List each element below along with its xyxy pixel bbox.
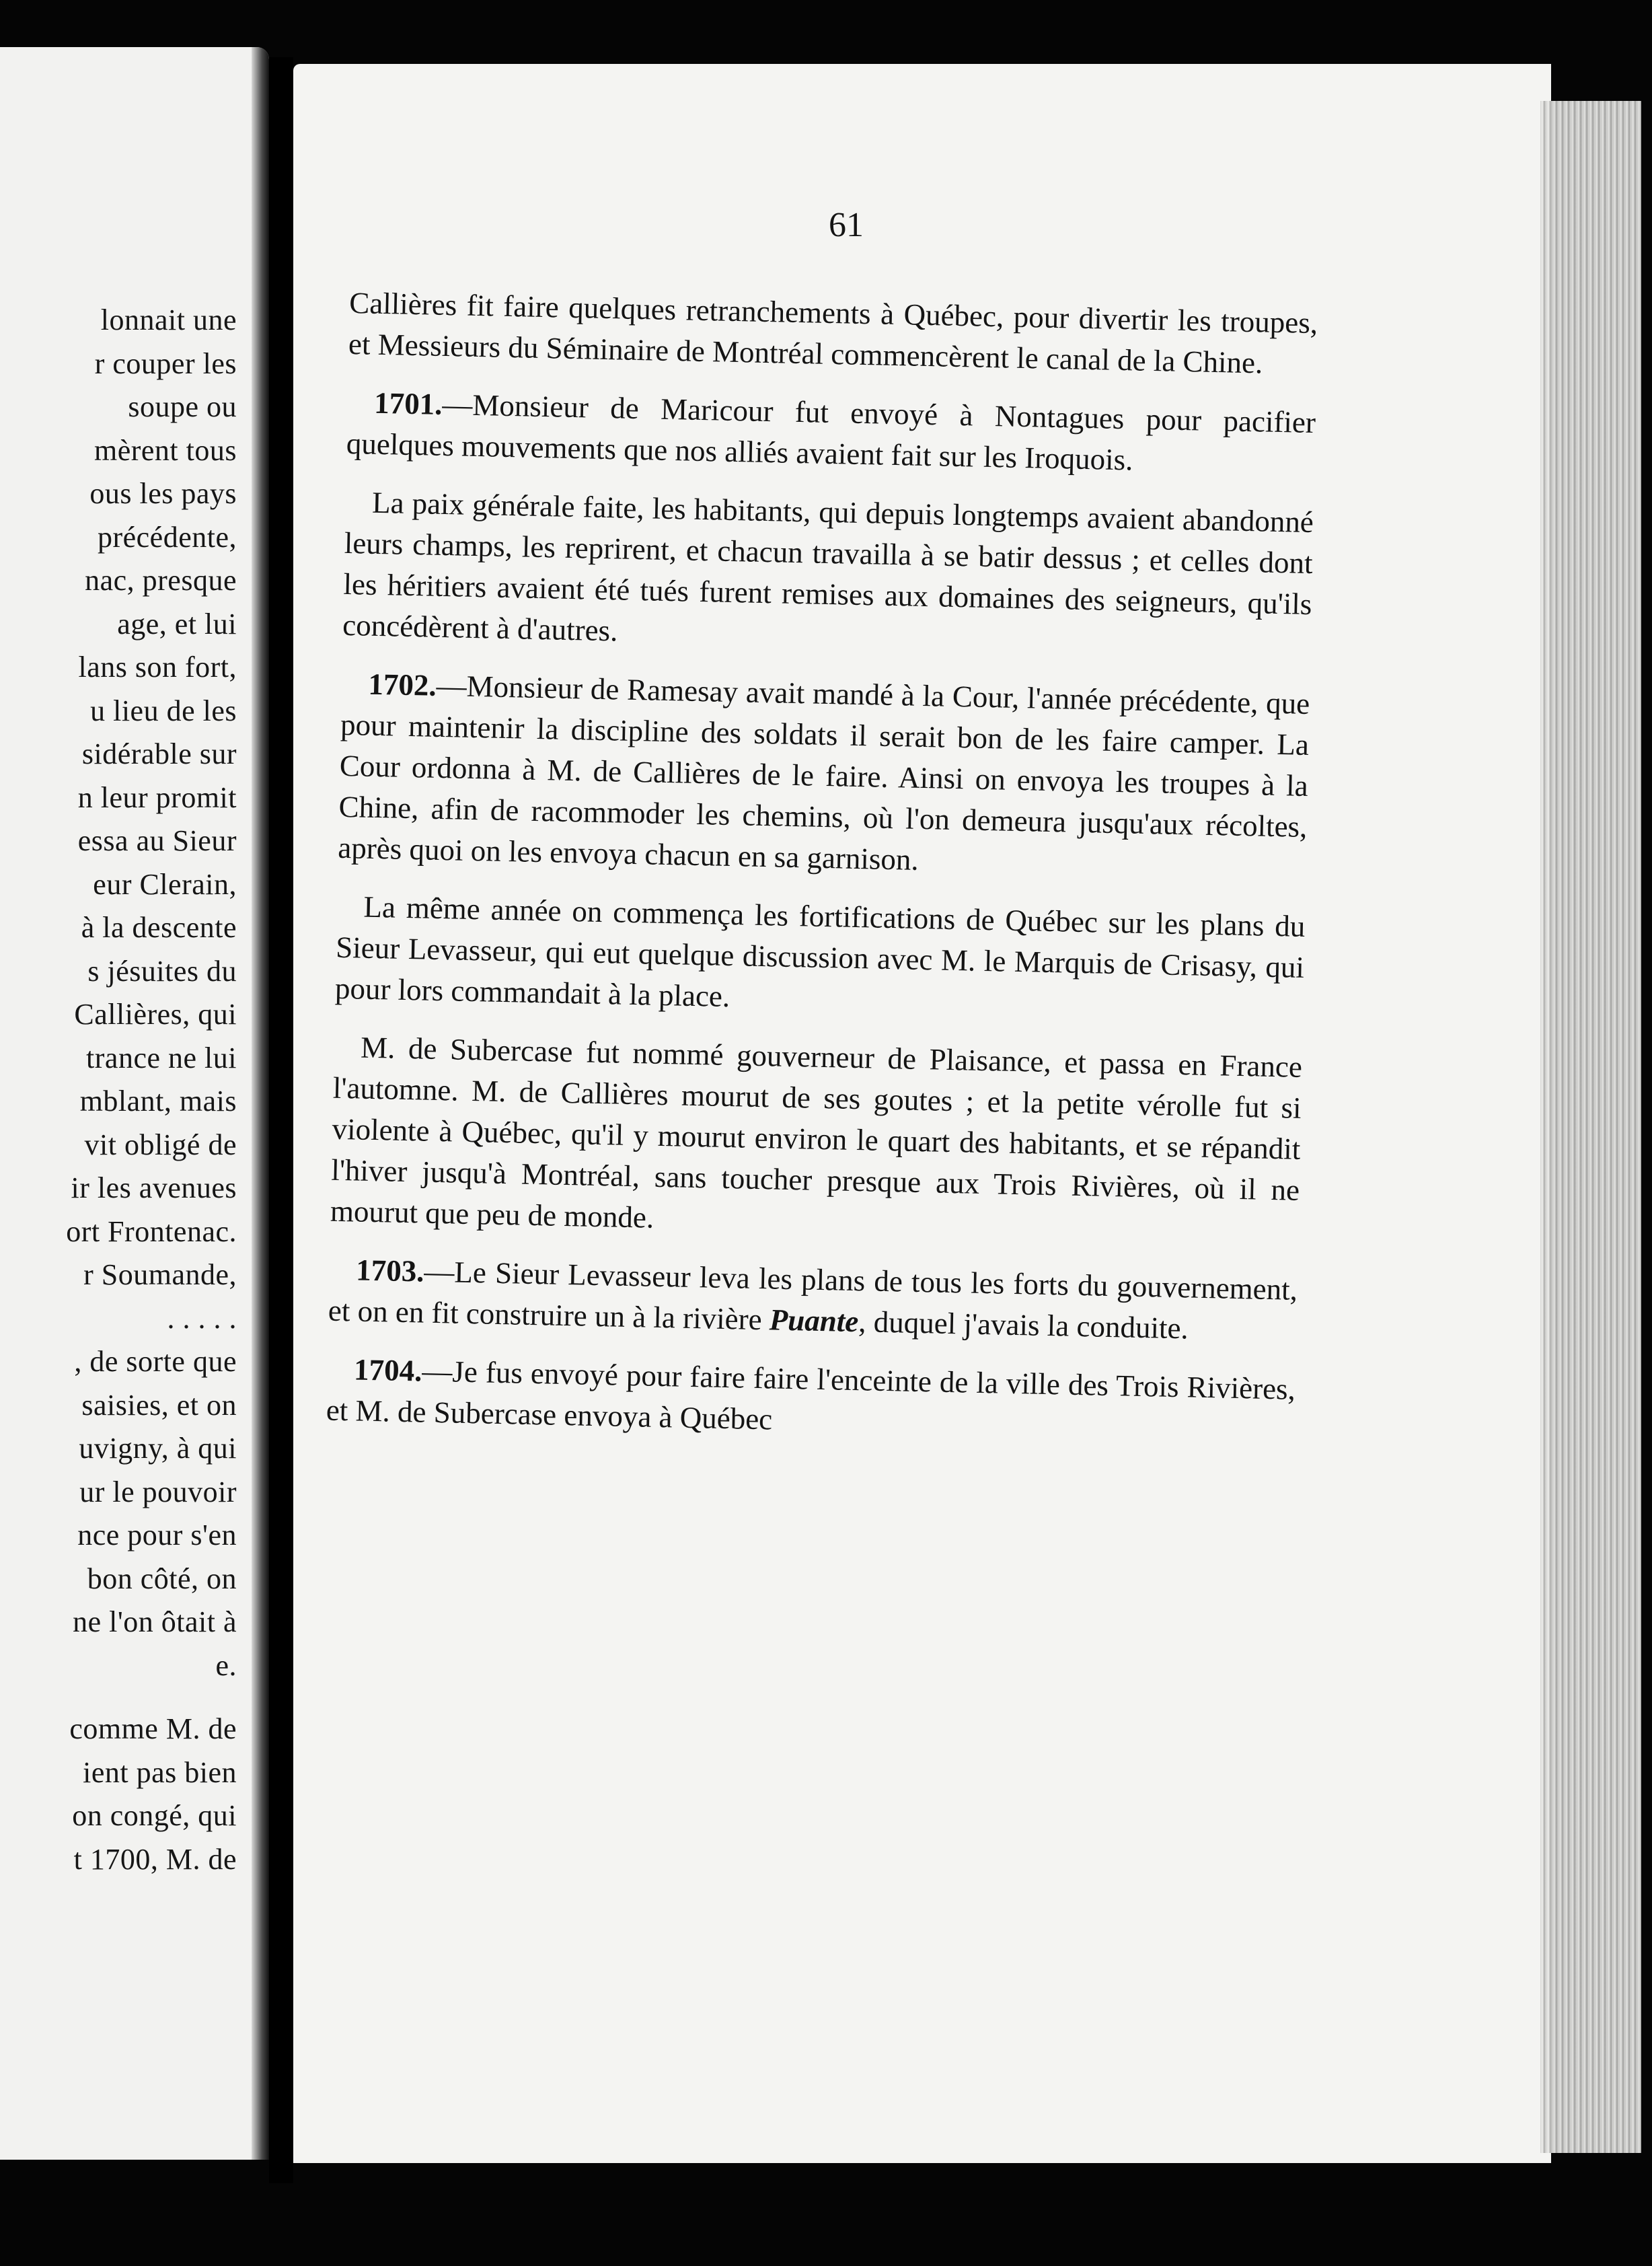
paragraph — [342, 482, 1314, 666]
paragraph-text: —Le Sieur Levasseur leva les plans de tous les forts du gouvernement, et on en fit construire un à la rivière — [328, 1254, 1298, 1337]
left-page-line: n leur promit — [77, 780, 237, 814]
left-page-line: ient pas bien — [83, 1755, 237, 1789]
left-page-line: e. — [215, 1648, 237, 1682]
left-page-line: essa au Sieur — [77, 824, 237, 857]
left-page-line: à la descente — [81, 911, 237, 944]
page-number: 61 — [829, 206, 864, 244]
left-page-line: nce pour s'en — [77, 1519, 237, 1551]
left-page-line: , de sorte que — [74, 1345, 237, 1378]
book-spine — [269, 57, 293, 2183]
left-page-line: lans son fort, — [78, 651, 237, 684]
left-page-gutter — [252, 47, 269, 2160]
left-page-line: r couper les — [94, 346, 237, 380]
year-label: 1703. — [355, 1253, 425, 1288]
left-page-line: saisies, et on — [81, 1388, 237, 1422]
left-page — [0, 47, 269, 2160]
paragraph-text: La paix générale faite, les habitants, qui depuis longtemps avaient abandonné leurs champs, les reprirent, et chacun travailla à se batir dessus ; et celles dont les héritiers avaient été tués furent remises aux domaines des seigneurs, qu'ils concédèrent à d'autres. — [342, 485, 1314, 648]
left-page-line: vit obligé de — [84, 1128, 237, 1161]
left-page-line: ne l'on ôtait à — [73, 1605, 237, 1638]
year-label: 1704. — [353, 1352, 422, 1388]
paragraph — [330, 1027, 1302, 1252]
year-label: 1702. — [367, 667, 437, 702]
paragraph-text: —Monsieur de Maricour fut envoyé à Nontagues pour pacifier quelques mouvements que nos alliés avaient fait sur les Iroquois. — [346, 387, 1316, 477]
italic-place-name: Puante — [769, 1303, 859, 1339]
paragraph-1704 — [326, 1349, 1296, 1451]
left-page-line: soupe ou — [128, 390, 237, 423]
year-label: 1701. — [373, 386, 443, 421]
left-page-line: sidérable sur — [81, 737, 237, 770]
paragraph-text: , duquel j'avais la conduite. — [858, 1305, 1189, 1346]
left-page-line: trance ne lui — [86, 1041, 237, 1074]
left-page-line: r Soumande, — [83, 1258, 237, 1291]
paragraph-text: —Je fus envoyé pour faire faire l'enceinte de la ville des Trois Rivières, et M. de Subercase envoya à Québec — [326, 1354, 1296, 1436]
left-page-line: ur le pouvoir — [79, 1475, 237, 1508]
left-page-line: u lieu de les — [90, 694, 237, 727]
left-page-line: ir les avenues — [71, 1171, 237, 1204]
paragraph-text: —Monsieur de Ramesay avait mandé à la Cour, l'année précédente, que pour maintenir la discipline des soldats il serait bon de les faire camper. La Cour ordonna à M. de Callières de le faire. Ainsi on envoya les troupes à la Chine, afin de racommoder les chemins, où l'on demeura jusqu'aux récoltes, après quoi on les envoya chacun en sa garnison. — [337, 668, 1310, 877]
paragraph-1702 — [338, 663, 1310, 889]
left-page-line: s jésuites du — [87, 954, 237, 988]
paragraph-1701 — [346, 382, 1316, 484]
body-text — [326, 283, 1318, 1469]
left-page-line: Callières, qui — [74, 998, 237, 1031]
left-page-line: t 1700, M. de — [73, 1842, 237, 1876]
left-page-line: on congé, qui — [72, 1799, 237, 1832]
left-page-line: précédente, — [97, 520, 237, 554]
left-page-line: age, et lui — [117, 607, 237, 641]
paragraph — [334, 886, 1306, 1029]
paragraph-1703 — [328, 1249, 1298, 1352]
left-page-line: mèrent tous — [93, 433, 237, 467]
left-page-line: comme M. de — [69, 1712, 237, 1745]
paragraph-text: La même année on commença les fortifications de Québec sur les plans du Sieur Levasseur, qui eut quelque discussion avec M. le Marquis de Crisasy, qui pour lors commandait à la place. — [334, 889, 1306, 1014]
left-page-line: uvigny, à qui — [79, 1432, 237, 1465]
left-page-line: . . . . . — [167, 1301, 237, 1335]
paragraph-text: Callières fit faire quelques retranchements à Québec, pour divertir les troupes, et Messieurs du Séminaire de Montréal commencèrent le canal de la Chine. — [348, 285, 1318, 380]
left-page-line: lonnait une — [100, 303, 237, 336]
left-page-line: mblant, mais — [79, 1085, 237, 1118]
left-page-line: ous les pays — [89, 477, 237, 510]
left-page-line: nac, presque — [85, 564, 237, 597]
page-edges — [1540, 101, 1641, 2153]
left-page-line: ort Frontenac. — [66, 1214, 237, 1248]
left-page-line: bon côté, on — [87, 1562, 237, 1595]
paragraph-text: M. de Subercase fut nommé gouverneur de Plaisance, et passa en France l'automne. M. de Callières mourut de ses goutes ; et la petite vérolle fut si violente à Québec, qu'il y mourut environ le quart des habitants, et se répandit l'hiver jusqu'à Montréal, sans toucher presque aux Trois Rivières, où il ne mourut que peu de monde. — [330, 1030, 1303, 1235]
left-page-line: eur Clerain, — [93, 867, 237, 901]
